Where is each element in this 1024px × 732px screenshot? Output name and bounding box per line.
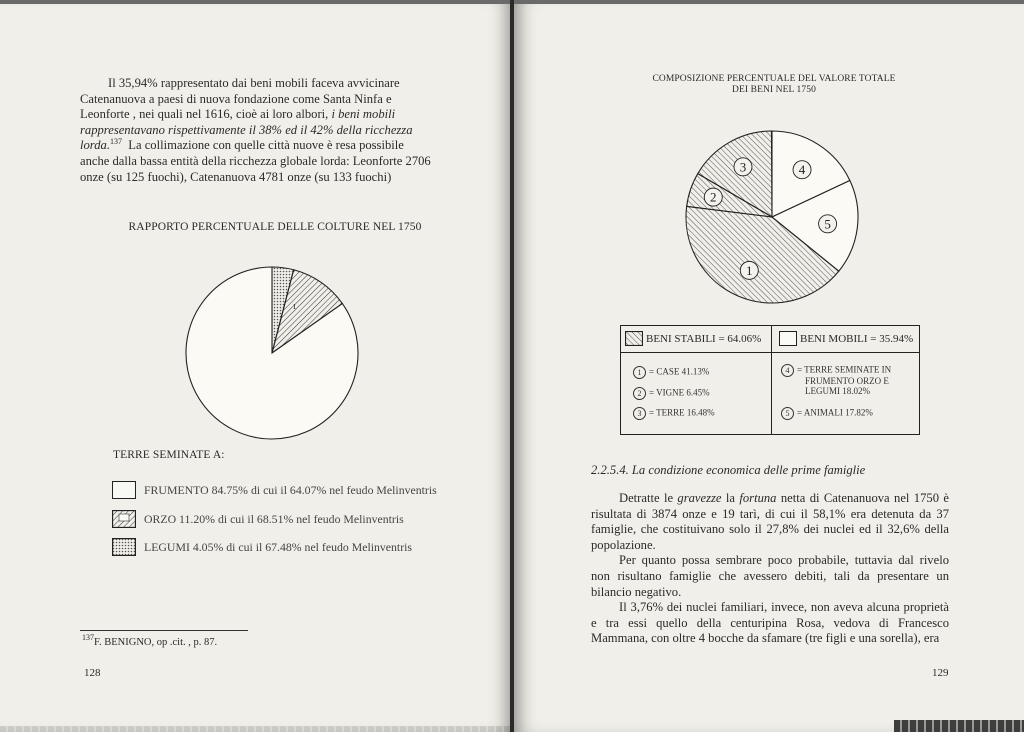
- legend-item-orzo: [112, 509, 404, 529]
- number-circle: 5: [781, 407, 794, 420]
- item-label: = TERRE SEMINATE IN: [797, 364, 892, 375]
- body-text: [591, 491, 949, 647]
- number-circle: 3: [633, 407, 646, 420]
- chart-title: [614, 74, 934, 96]
- chart-title-line: COMPOSIZIONE PERCENTUALE DEL VALORE TOTALE: [652, 74, 896, 84]
- header-label: BENI MOBILI = 35.94%: [800, 332, 914, 345]
- text-line: rappresentavano rispettivamente il 38% ed il 42% della ricchezza: [80, 122, 413, 137]
- legend-item-case: [633, 366, 709, 379]
- item-label: LEGUMI 18.02%: [805, 385, 870, 396]
- legend-swatch-blank: [112, 481, 136, 499]
- chart-title-line: DEI BENI NEL 1750: [732, 85, 816, 95]
- page-number: 129: [932, 667, 949, 679]
- item-label: = TERRE 16.48%: [649, 407, 715, 418]
- footnote-separator: [80, 630, 248, 631]
- pie-label-2: [704, 188, 722, 206]
- paragraph: Detratte le gravezze la fortuna netta di Catenanuova nel 1750 è risultata di 3874 onze e 19 tarì, di cui il 58,1% era detenuta da 37 famiglie, che costituivano solo il 27,8% dei nuclei ed il 32,6% della popolazione.: [591, 491, 949, 552]
- footnote-number: 137: [82, 633, 94, 642]
- legend-item-animali: [781, 407, 873, 420]
- legend-label: LEGUMI 4.05% di cui il 67.48% nel feudo Melinventris: [144, 539, 413, 554]
- page-top-edge: [0, 0, 510, 4]
- text-line: onze (su 125 fuochi), Catenanuova 4781 onze (su 133 fuochi): [80, 169, 392, 184]
- text-line: Il 35,94% rappresentato dai beni mobili faceva avvicinare: [108, 76, 400, 90]
- hatch-swatch: [625, 331, 643, 346]
- page-top-edge: [514, 0, 1024, 4]
- footnote: [82, 633, 218, 648]
- header-label: BENI STABILI = 64.06%: [646, 332, 762, 345]
- page-bottom-edge: [0, 726, 510, 732]
- text-line: anche dalla bassa entità della ricchezza globale lorda: Leonforte 2706: [80, 153, 431, 168]
- text-line: Catenanuova a paesi di nuova fondazione come Santa Ninfa e: [80, 91, 392, 106]
- table-divider: [771, 326, 772, 434]
- italic-word: lorda.: [80, 138, 110, 153]
- svg-text:4: 4: [798, 162, 806, 178]
- number-circle: 4: [781, 364, 794, 377]
- legend-item-frumento: [112, 480, 437, 500]
- paragraph: Il 3,76% dei nuclei familiari, invece, non aveva alcuna proprietà e tra essi quello della centuripina Rosa, vedova di Francesco Mammana, con oltre 4 bocche da sfamare (tre figli e una sorella), era: [591, 600, 949, 646]
- pie-slice-label: 1: [292, 303, 297, 312]
- page-bottom-edge: [894, 720, 1024, 732]
- text-fragment: La collimazione con quelle città nuove è resa possibile: [128, 138, 404, 153]
- svg-text:5: 5: [824, 216, 831, 232]
- legend-label: ORZO 11.20% di cui il 68.51% nel feudo Melinventris: [144, 511, 404, 526]
- number-circle: 1: [633, 366, 646, 379]
- blank-swatch: [779, 331, 797, 346]
- pie-label-4: [793, 161, 811, 179]
- footnote-text: F. BENIGNO, op .cit. , p. 87.: [94, 637, 218, 648]
- body-paragraph: [80, 76, 473, 185]
- pie-chart-beni: [677, 122, 867, 312]
- pie-label-5: [819, 215, 837, 233]
- right-page: [514, 0, 1024, 732]
- item-label: = ANIMALI 17.82%: [797, 407, 873, 418]
- svg-text:1: 1: [746, 262, 753, 278]
- pie-label-3: [734, 158, 752, 176]
- legend-item-terre: [633, 407, 715, 420]
- svg-text:2: 2: [710, 189, 717, 205]
- table-divider: [621, 352, 919, 353]
- legend-swatch-hatch: [112, 510, 136, 528]
- header-beni-stabili: [625, 331, 761, 346]
- legend-table: [620, 325, 920, 435]
- paragraph: Per quanto possa sembrare poco probabile, tuttavia dal rivelo non risultano famiglie che avessero debiti, tali da presentare un bilancio negativo.: [591, 553, 949, 599]
- text-line: Leonforte , nei quali nel 1616, cioè ai loro albori, i beni mobili: [80, 107, 396, 122]
- section-heading: 2.2.5.4. La condizione economica delle prime famiglie: [591, 463, 866, 477]
- legend-heading: TERRE SEMINATE A:: [113, 449, 225, 461]
- pie-label-1: [740, 261, 758, 279]
- legend-swatch-dots: [112, 538, 136, 556]
- legend-label: FRUMENTO 84.75% di cui il 64.07% nel feudo Melinventris: [144, 482, 437, 497]
- legend-item-terre-seminate: [781, 364, 891, 396]
- item-label: = VIGNE 6.45%: [649, 387, 710, 398]
- legend-item-vigne: [633, 387, 710, 400]
- item-label: = CASE 41.13%: [649, 366, 710, 377]
- svg-text:3: 3: [739, 159, 747, 175]
- text-line: [80, 138, 473, 154]
- number-circle: 2: [633, 387, 646, 400]
- chart-title: RAPPORTO PERCENTUALE DELLE COLTURE NEL 1750: [128, 221, 422, 233]
- pie-chart-colture: [177, 258, 367, 448]
- page-number: 128: [84, 667, 101, 679]
- header-beni-mobili: [779, 331, 913, 346]
- footnote-ref: 137: [109, 137, 122, 147]
- legend-item-legumi: [112, 537, 412, 557]
- item-label: FRUMENTO ORZO E: [805, 376, 889, 386]
